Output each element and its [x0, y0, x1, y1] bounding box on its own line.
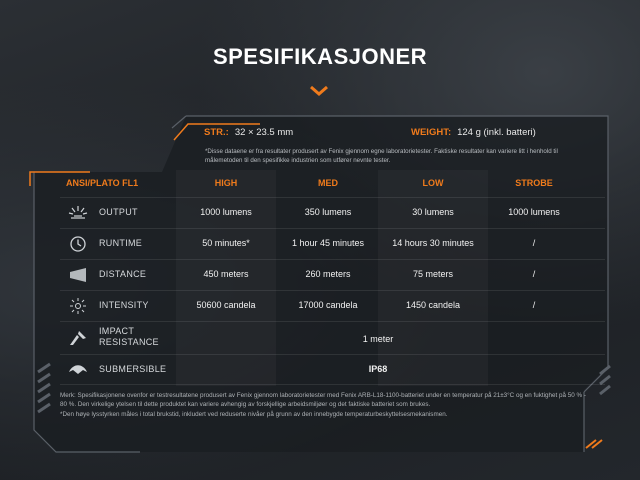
row-divider: [60, 354, 605, 355]
row-label-distance: DISTANCE: [99, 269, 147, 279]
cell-submersible-value: IP68: [368, 364, 388, 374]
row-divider: [60, 228, 605, 229]
weight-label: WEIGHT:: [411, 127, 452, 138]
row-label-impact: [99, 326, 159, 348]
column-header-high: HIGH: [214, 178, 238, 188]
weight-value: 124 g (inkl. batteri): [457, 127, 536, 138]
cell-runtime-high: 50 minutes*: [202, 238, 250, 248]
row-divider: [60, 259, 605, 260]
cell-output-high: 1000 lumens: [200, 207, 252, 217]
cell-runtime-strobe: /: [532, 238, 536, 248]
weight-spec: [411, 127, 536, 138]
output-icon: [67, 203, 89, 221]
row-divider: [60, 197, 605, 198]
cell-intensity-high: 50600 candela: [196, 300, 256, 310]
impact-icon: [67, 329, 89, 347]
cell-intensity-low: 1450 candela: [405, 300, 461, 310]
disclaimer-text: *Disse dataene er fra resultater produsert av Fenix gjennom egne laboratorietester. Faktiske resultater kan variere litt i henhold til målemetoden til den spesifikke industrien som utfører nevnte tester.: [205, 148, 558, 164]
cell-runtime-med: 1 hour 45 minutes: [291, 238, 365, 248]
submersible-icon: [67, 360, 89, 378]
cell-distance-strobe: /: [532, 269, 536, 279]
impact-label-line1: IMPACT: [99, 326, 135, 336]
cell-output-low: 30 lumens: [412, 207, 454, 217]
row-divider: [60, 384, 605, 385]
column-header-strobe: STROBE: [515, 178, 553, 188]
row-divider: [60, 290, 605, 291]
cell-distance-high: 450 meters: [203, 269, 249, 279]
row-divider: [60, 321, 605, 322]
row-label-submersible: SUBMERSIBLE: [99, 364, 167, 374]
intensity-icon: [67, 297, 89, 315]
table-header-label: ANSI/PLATO FL1: [66, 178, 139, 188]
cell-distance-med: 260 meters: [305, 269, 351, 279]
impact-label-line2: RESISTANCE: [99, 337, 159, 347]
column-header-med: MED: [318, 178, 338, 188]
row-label-runtime: RUNTIME: [99, 238, 143, 248]
size-label: STR.:: [204, 127, 229, 138]
footer-notes: [60, 391, 594, 421]
cell-distance-low: 75 meters: [412, 269, 454, 279]
cell-impact-value: 1 meter: [362, 334, 394, 344]
distance-icon: [67, 266, 89, 284]
row-label-intensity: INTENSITY: [99, 300, 149, 310]
page-title: SPESIFIKASJONER: [212, 44, 428, 69]
cell-output-med: 350 lumens: [304, 207, 352, 217]
column-header-low: LOW: [422, 178, 444, 188]
footer-note-1: Merk: Spesifikasjonene ovenfor er testresultatene produsert av Fenix gjennom laboratorietester med Fenix ARB-L18-1100-batteriet under en temperatur på 21±3°C og en fuktighet på 50 % - 80 %. Den virkelige ytelsen til dette produktet kan variere avhengig av forskjellige arbeidsmiljøer og det faktiske batteriet som brukes.: [60, 392, 586, 409]
footer-note-2: *Den høye lysstyrken måles i total brukstid, inkludert ved reduserte nivåer på grunn av den innebygde temperaturbeskyttelsesmekanismen.: [60, 411, 448, 419]
cell-intensity-med: 17000 candela: [298, 300, 358, 310]
size-spec: [204, 127, 293, 138]
size-value: 32 × 23.5 mm: [234, 127, 294, 138]
cell-runtime-low: 14 hours 30 minutes: [392, 238, 474, 248]
cell-output-strobe: 1000 lumens: [508, 207, 560, 217]
cell-intensity-strobe: /: [532, 300, 536, 310]
runtime-icon: [67, 235, 89, 253]
row-label-output: OUTPUT: [99, 207, 138, 217]
